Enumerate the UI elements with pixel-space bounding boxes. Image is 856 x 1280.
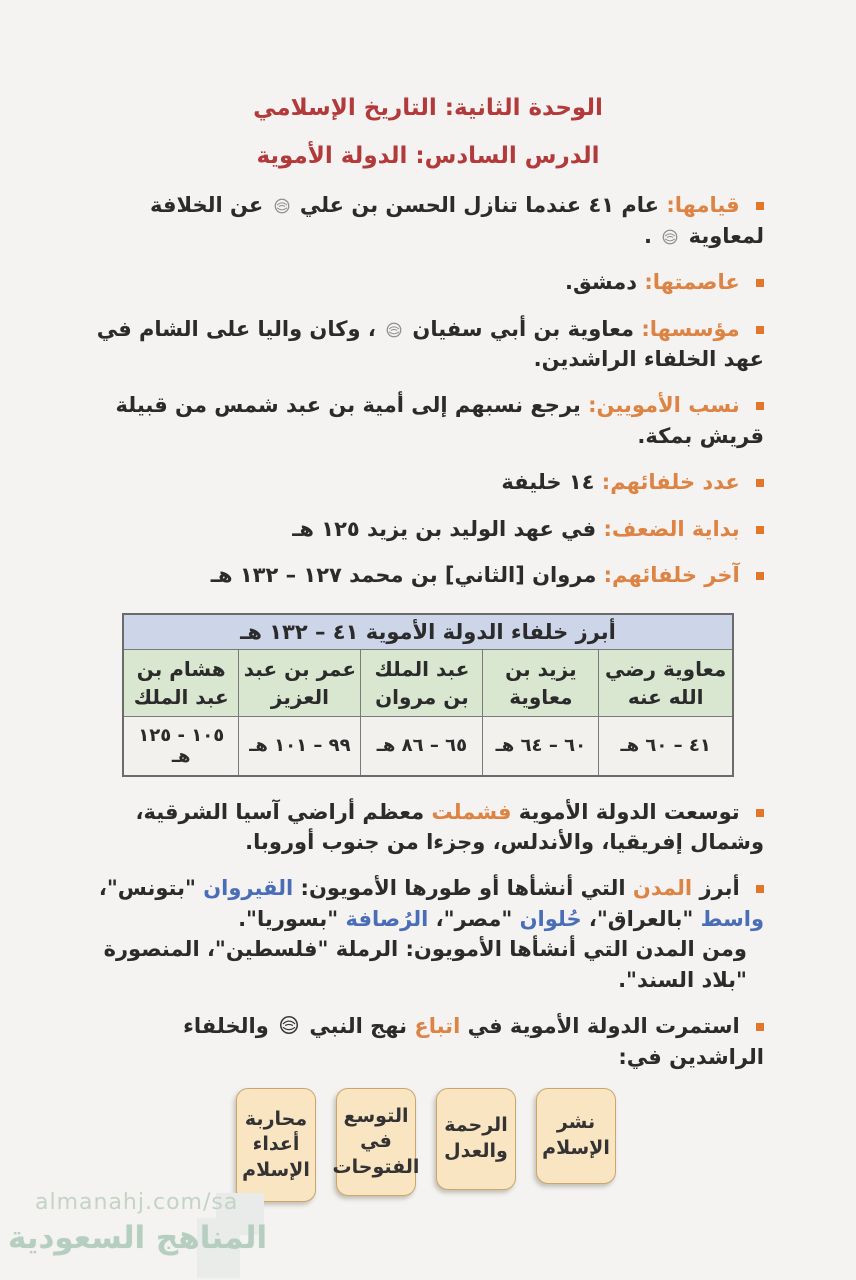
- caliphs-table: [122, 613, 734, 777]
- watermark-url: almanahj.com/sa: [35, 1190, 239, 1215]
- radi-allahu-anhu-honorific-icon: [661, 228, 679, 246]
- radi-allahu-anhu-honorific-icon: [385, 321, 403, 339]
- bullet-lineage: [88, 390, 764, 451]
- keyword-founder: مؤسسها:: [641, 316, 740, 341]
- caliph-name-muawiya: معاوية رضي الله عنه: [599, 649, 733, 716]
- principles-row: [88, 1088, 764, 1202]
- bullet-caliph-count: [88, 467, 764, 497]
- bullet-last-caliph: [88, 560, 764, 590]
- keyword-continuity: اتباع: [414, 1014, 461, 1039]
- table-years-row: [123, 716, 733, 776]
- table-title: أبرز خلفاء الدولة الأموية ٤١ – ١٣٢ هـ: [123, 614, 733, 650]
- continuity-lead: استمرت الدولة الأموية في: [467, 1014, 740, 1039]
- bullet-founding: [88, 190, 764, 251]
- caliph-years-omar: ٩٩ – ١٠١ هـ: [239, 716, 361, 776]
- keyword-caliph-count: عدد خلفائهم:: [601, 470, 740, 495]
- cities-second-line: ومن المدن التي أنشأها الأمويون: الرملة "فلسطين"، المنصورة "بلاد السند".: [103, 937, 747, 992]
- orange-square-icon: [756, 279, 764, 287]
- city-qayrawan: القيروان: [203, 876, 294, 901]
- principle-box-spread-islam: نشر الإسلام: [536, 1088, 616, 1184]
- city-rusafa-region: "بسوريا".: [238, 906, 339, 931]
- bullet-founder: [88, 314, 764, 375]
- unit-title: الوحدة الثانية: التاريخ الإسلامي: [253, 95, 603, 121]
- caliph-years-hisham: ١٠٥ - ١٢٥ هـ: [123, 716, 239, 776]
- caliph-name-yazid: يزيد بن معاوية: [483, 649, 599, 716]
- caliph-name-omar: عمر بن عبد العزيز: [239, 649, 361, 716]
- bullet-expansion: [88, 797, 764, 858]
- keyword-last-caliph: آخر خلفائهم:: [603, 563, 740, 588]
- orange-square-icon: [756, 809, 764, 817]
- keyword-founding: قيامها:: [666, 193, 740, 218]
- orange-square-icon: [756, 1023, 764, 1031]
- keyword-capital: عاصمتها:: [644, 270, 740, 295]
- bullet-capital: [88, 267, 764, 297]
- founder-text-b: ، وكان واليا على الشام في عهد الخلفاء الراشدين.: [96, 316, 764, 371]
- orange-square-icon: [756, 479, 764, 487]
- city-hulwan: حُلوان: [519, 906, 582, 931]
- city-qayrawan-region: "بتونس"،: [98, 876, 196, 901]
- caliph-years-abdulmalik: ٦٥ – ٨٦ هـ: [361, 716, 483, 776]
- principle-box-mercy-justice: الرحمة والعدل: [436, 1088, 516, 1190]
- caliph-name-abdulmalik: عبد الملك بن مروان: [361, 649, 483, 716]
- city-rusafa: الرُصافة: [345, 906, 429, 931]
- cities-prefix: أبرز: [699, 876, 740, 901]
- weakness-text: في عهد الوليد بن يزيد ١٢٥ هـ: [292, 516, 597, 541]
- notes-body-lower: [88, 797, 764, 1203]
- keyword-cities: المدن: [632, 876, 693, 901]
- lineage-text: يرجع نسبهم إلى أمية بن عبد شمس من قبيلة قريش بمكة.: [115, 393, 764, 448]
- notes-body: [88, 190, 764, 590]
- keyword-lineage: نسب الأمويين:: [588, 393, 740, 418]
- lesson-title: الدرس السادس: الدولة الأموية: [256, 142, 600, 169]
- expansion-lead: توسعت الدولة الأموية: [518, 799, 740, 824]
- keyword-expansion: فشملت: [431, 799, 512, 824]
- founding-text-b: عن الخلافة لمعاوية: [150, 193, 764, 248]
- table-title-row: [123, 614, 733, 650]
- orange-square-icon: [756, 526, 764, 534]
- caliph-name-hisham: هشام بن عبد الملك: [123, 649, 239, 716]
- continuity-mid: نهج النبي: [309, 1014, 408, 1039]
- continuity-tail: والخلفاء الراشدين في:: [183, 1014, 764, 1069]
- orange-square-icon: [756, 402, 764, 410]
- radi-allahu-anhu-honorific-icon: [273, 197, 291, 215]
- bullet-weakness: [88, 514, 764, 544]
- prophet-honorific-icon: [278, 1014, 300, 1036]
- capital-text: دمشق.: [564, 270, 638, 295]
- cities-mid: التي أنشأها أو طورها الأمويون:: [300, 876, 626, 901]
- city-wasit: واسط: [700, 906, 764, 931]
- orange-square-icon: [756, 572, 764, 580]
- founding-text-a: عام ٤١ عندما تنازل الحسن بن علي: [299, 193, 660, 218]
- expansion-rest: معظم أراضي آسيا الشرقية، وشمال إفريقيا، والأندلس، وجزءا من جنوب أوروبا.: [135, 799, 764, 854]
- bullet-cities: [88, 873, 764, 995]
- founder-text-a: معاوية بن أبي سفيان: [412, 316, 635, 341]
- caliph-count-text: ١٤ خليفة: [501, 470, 595, 495]
- keyword-weakness: بداية الضعف:: [603, 516, 740, 541]
- table-names-row: [123, 649, 733, 716]
- bullet-continuity: [88, 1011, 764, 1072]
- caliph-years-yazid: ٦٠ – ٦٤ هـ: [483, 716, 599, 776]
- city-wasit-region: "بالعراق"،: [588, 906, 694, 931]
- principle-box-fight-enemies: محاربة أعداء الإسلام: [236, 1088, 316, 1202]
- orange-square-icon: [756, 885, 764, 893]
- principle-box-conquests: التوسع في الفتوحات: [336, 1088, 416, 1196]
- watermark-brand-logo: المناهج السعودية: [8, 1220, 268, 1256]
- founding-text-c: .: [644, 223, 652, 248]
- orange-square-icon: [756, 202, 764, 210]
- orange-square-icon: [756, 326, 764, 334]
- caliph-years-muawiya: ٤١ – ٦٠ هـ: [599, 716, 733, 776]
- last-caliph-text: مروان [الثاني] بن محمد ١٢٧ – ١٣٢ هـ: [210, 563, 597, 588]
- city-hulwan-region: "مصر"،: [435, 906, 513, 931]
